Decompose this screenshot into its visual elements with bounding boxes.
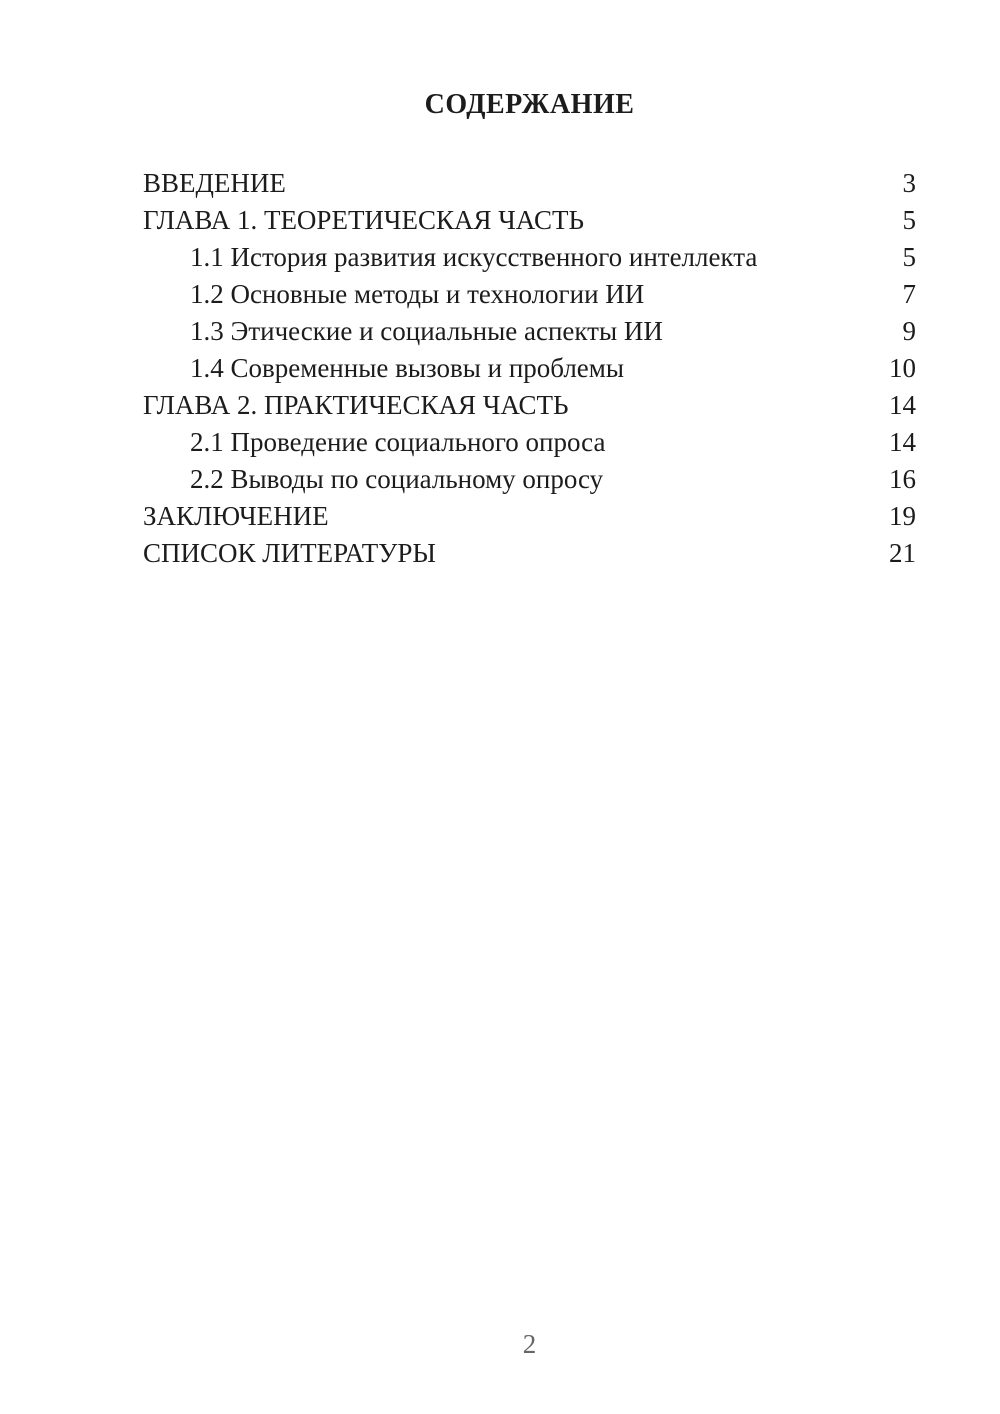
toc-entry-page-number: 14 [889, 390, 916, 420]
table-of-contents [143, 165, 916, 572]
toc-entry-label: ЗАКЛЮЧЕНИЕ [143, 501, 329, 531]
toc-entry-label: 1.2 Основные методы и технологии ИИ [190, 279, 645, 309]
toc-entry-label: СПИСОК ЛИТЕРАТУРЫ [143, 538, 436, 568]
toc-entry-page-number: 3 [902, 168, 916, 198]
toc-entry-page-number: 9 [902, 316, 916, 346]
toc-entry-page-number: 21 [889, 538, 916, 568]
toc-entry-label: ГЛАВА 1. ТЕОРЕТИЧЕСКАЯ ЧАСТЬ [143, 205, 584, 235]
toc-entry[interactable] [143, 313, 916, 350]
toc-entry-label: ВВЕДЕНИЕ [143, 168, 286, 198]
toc-entry[interactable] [143, 424, 916, 461]
toc-entry[interactable] [143, 276, 916, 313]
footer-page-number: 2 [522, 1329, 537, 1359]
toc-entry[interactable] [143, 387, 916, 424]
toc-entry-page-number: 14 [889, 427, 916, 457]
toc-entry-label: 1.1 История развития искусственного интеллекта [190, 242, 758, 272]
toc-entry-page-number: 5 [902, 205, 916, 235]
toc-entry-page-number: 10 [889, 353, 916, 383]
toc-entry[interactable] [143, 535, 916, 572]
toc-entry[interactable] [143, 165, 916, 202]
toc-entry-page-number: 7 [902, 279, 916, 309]
toc-entry[interactable] [143, 461, 916, 498]
toc-entry[interactable] [143, 498, 916, 535]
toc-entry-page-number: 16 [889, 464, 916, 494]
toc-entry-page-number: 19 [889, 501, 916, 531]
toc-entry-label: 2.1 Проведение социального опроса [190, 427, 606, 457]
toc-entry-label: 2.2 Выводы по социальному опросу [190, 464, 604, 494]
toc-entry-label: 1.3 Этические и социальные аспекты ИИ [190, 316, 663, 346]
toc-entry-label: 1.4 Современные вызовы и проблемы [190, 353, 625, 383]
toc-entry[interactable] [143, 350, 916, 387]
page-title: СОДЕРЖАНИЕ [424, 89, 635, 120]
toc-entry[interactable] [143, 239, 916, 276]
toc-entry-page-number: 5 [902, 242, 916, 272]
toc-entry[interactable] [143, 202, 916, 239]
toc-entry-label: ГЛАВА 2. ПРАКТИЧЕСКАЯ ЧАСТЬ [143, 390, 569, 420]
